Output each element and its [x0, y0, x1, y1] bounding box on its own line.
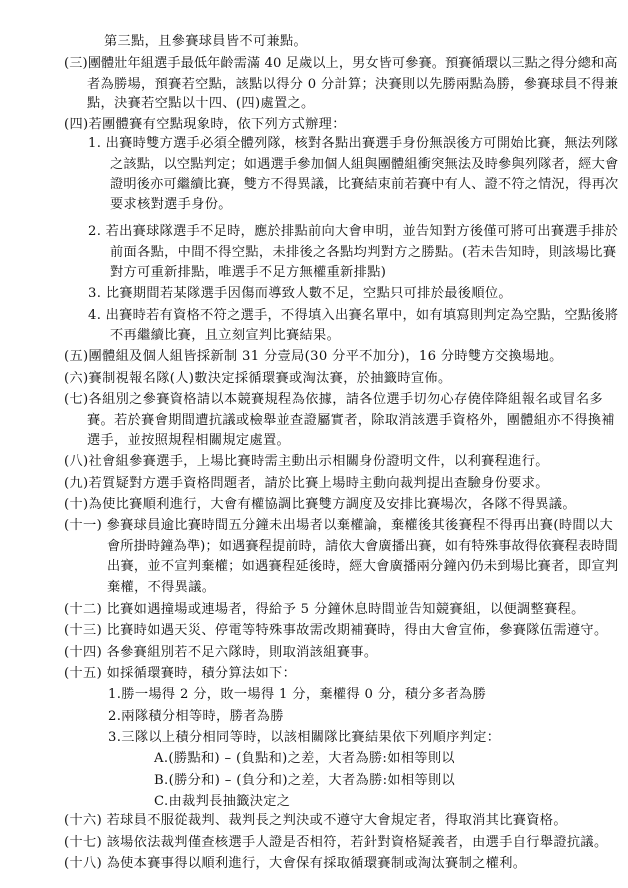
section-heading: (十一) 參賽球員逾比賽時間五分鐘未出場者以棄權論，棄權後其後賽程不得再出賽(時間以大 — [64, 518, 613, 534]
section-heading: (十五) 如採循環賽時，積分算法如下： — [64, 665, 297, 681]
section-heading: (五)團體組及個人組皆採新制 31 分壹局(30 分平不加分)，16 分時雙方交換場地。 — [64, 349, 563, 365]
text-line: 點，決賽若空點以十四、(四)處置之。 — [87, 96, 315, 112]
list-item: 2. 若出賽球隊選手不足時，應於排點前向大會申明，並告知對方後僅可將可出賽選手排於 — [88, 224, 619, 240]
section-heading: (十六) 若球員不服從裁判、裁判長之判決或不遵守大會規定者，得取消其比賽資格。 — [64, 813, 567, 829]
text-line: 出賽，並不宣判棄權；如遇賽程延後時，經大會廣播兩分鐘內仍未到場比賽者，即宣判 — [107, 559, 619, 575]
list-item: 3.三隊以上積分相同等時，以該相關隊比賽結果依下列順序判定： — [108, 729, 501, 745]
section-heading: (十七) 該場依法裁判僅查核選手人證是否相符，若針對資格疑義者，由選手自行舉證抗議。 — [64, 834, 608, 850]
text-line: 賽。若於賽會期間遭抗議或檢舉並查證屬實者，除取消該選手資格外，團體組亦不得換補 — [87, 412, 615, 428]
list-item: 2.兩隊積分相等時，勝者為勝 — [108, 708, 284, 724]
section-heading: (十)為使比賽順利進行，大會有權協調比賽雙方調度及安排比賽場次，各隊不得異議。 — [64, 497, 576, 512]
list-item: 4. 出賽時若有資格不符之選手，不得填入出賽名單中，如有填寫則判定為空點，空點後將 — [88, 307, 619, 323]
text-line: 證明後亦可繼續比賽，雙方不得異議，比賽結束前若賽中有人、證不符之情況，得再次 — [110, 176, 619, 192]
text-line: 者為勝場，預賽若空點，該點以得分 0 分計算；決賽則以先勝兩點為勝，參賽球員不得兼 — [87, 76, 619, 92]
text-line: 不再繼續比賽，且立刻宣判比賽結果。 — [110, 328, 341, 344]
list-item: 1.勝一場得 2 分，敗一場得 1 分，棄權得 0 分，積分多者為勝 — [108, 687, 487, 703]
section-heading: (三)團體壯年組選手最低年齡需滿 40 足歲以上，男女皆可參賽。預賽循環以三點之得分總和高 — [64, 56, 618, 72]
section-heading: (十八) 為使本賽事得以順利進行，大會保有採取循環賽制或淘汰賽制之權利。 — [64, 856, 527, 871]
text-line: 棄權，不得異議。 — [107, 579, 216, 595]
text-line: 會所掛時鐘為準)；如遇賽程提前時，請依大會廣播出賽，如有特殊事故得依賽程表時間 — [107, 538, 618, 554]
section-heading: (十四) 各參賽組別若不足六隊時，則取消該組賽事。 — [64, 644, 378, 660]
list-item: 3. 比賽期間若某隊選手因傷而導致人數不足，空點只可排於最後順位。 — [88, 286, 512, 302]
sub-list-item: A.(勝點和) – (負點和)之差，大者為勝:如相等則以 — [154, 751, 455, 767]
section-heading: (十二) 比賽如遇撞場或連場者，得給予 5 分鐘休息時間並告知競賽組，以便調整賽程。 — [64, 601, 585, 617]
text-line: 要求核對選手身份。 — [110, 197, 232, 213]
sub-list-item: C.由裁判長抽籤決定之 — [154, 793, 291, 809]
list-item: 1. 出賽時雙方選手必須全體列隊，核對各點出賽選手身份無誤後方可開始比賽，無法列隊 — [88, 136, 619, 152]
text-line: 對方可重新排點，唯選手不足方無權重新排點) — [110, 265, 387, 280]
text-line: 選手，並按照規程相關規定處置。 — [87, 432, 291, 448]
text-line: 之該點，以空點判定；如遇選手參加個人組與團體組衝突無法及時參與列隊者，經大會 — [110, 156, 619, 172]
text-line: 前面各點，中間不得空點，未排後之各點均判對方之勝點。(若未告知時，則該場比賽 — [110, 244, 617, 260]
text-line: 第三點，且參賽球員皆不可兼點。 — [104, 34, 308, 49]
section-heading: (四)若團體賽有空點現象時，依下列方式辦理： — [64, 116, 346, 132]
sub-list-item: B.(勝分和) – (負分和)之差，大者為勝:如相等則以 — [154, 772, 456, 788]
section-heading: (九)若質疑對方選手資格問題者，請於比賽上場時主動向裁判提出查驗身份要求。 — [64, 475, 549, 491]
section-heading: (十三) 比賽時如遇天災、停電等特殊事故需改期補賽時，得由大會宣佈，參賽隊伍需遵守。 — [64, 623, 608, 639]
section-heading: (八)社會組參賽選手，上場比賽時需主動出示相關身份證明文件，以利賽程進行。 — [64, 454, 549, 470]
section-heading: (七)各組別之參賽資格請以本競賽規程為依據，請各位選手切勿心存僥倖降組報名或冒名多 — [64, 392, 603, 408]
section-heading: (六)賽制視報名隊(人)數決定採循環賽或淘汰賽，於抽籤時宣佈。 — [64, 370, 452, 386]
